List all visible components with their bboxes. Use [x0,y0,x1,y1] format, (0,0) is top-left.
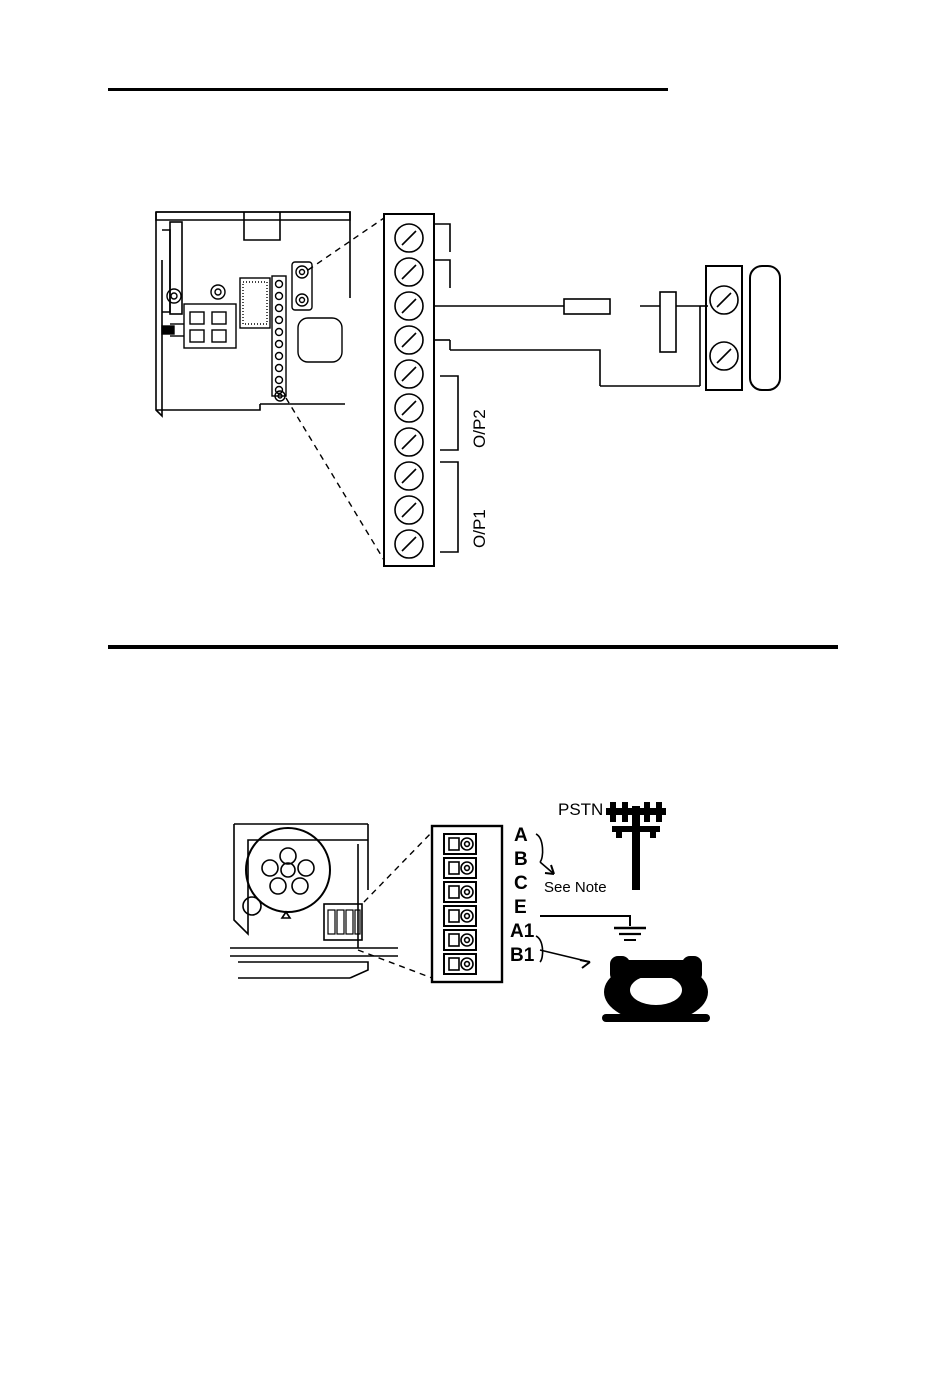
label-op2: O/P2 [470,409,489,448]
telephone-pole-icon [606,802,666,890]
terminal-label-c: C [514,873,528,894]
vertical-resistor [660,292,676,352]
terminal-label-b: B [514,849,528,870]
terminal-label-a: A [514,825,528,846]
sounder-device [706,266,780,390]
terminal-label-b1: B1 [510,945,535,966]
external-wiring [564,306,708,386]
pstn-terminal-block [432,826,502,982]
ab-brace-arrow [536,834,554,874]
terminal-block [384,214,434,566]
annotation-see-note: See Note [544,879,607,896]
telephone-handset-icon [602,956,710,1022]
annotation-pstn: PSTN [558,800,604,819]
pcb-inner-detail [162,262,342,401]
figure-output-terminal-wiring [140,200,820,580]
pcb-board-outline [156,212,350,416]
earth-line [540,916,646,940]
figure-pstn-terminal-wiring [218,800,738,1040]
terminal-screws [395,224,423,558]
speaker-component [243,828,330,918]
output-group-brackets [440,376,458,552]
top-rule [108,88,668,91]
label-op1: O/P1 [470,509,489,548]
pstn-terminals [444,834,476,974]
middle-rule [108,645,838,649]
a1b1-brace-arrow [536,936,590,968]
terminal-label-e: E [514,897,527,918]
terminal-label-a1: A1 [510,921,535,942]
inline-resistor [564,299,610,314]
